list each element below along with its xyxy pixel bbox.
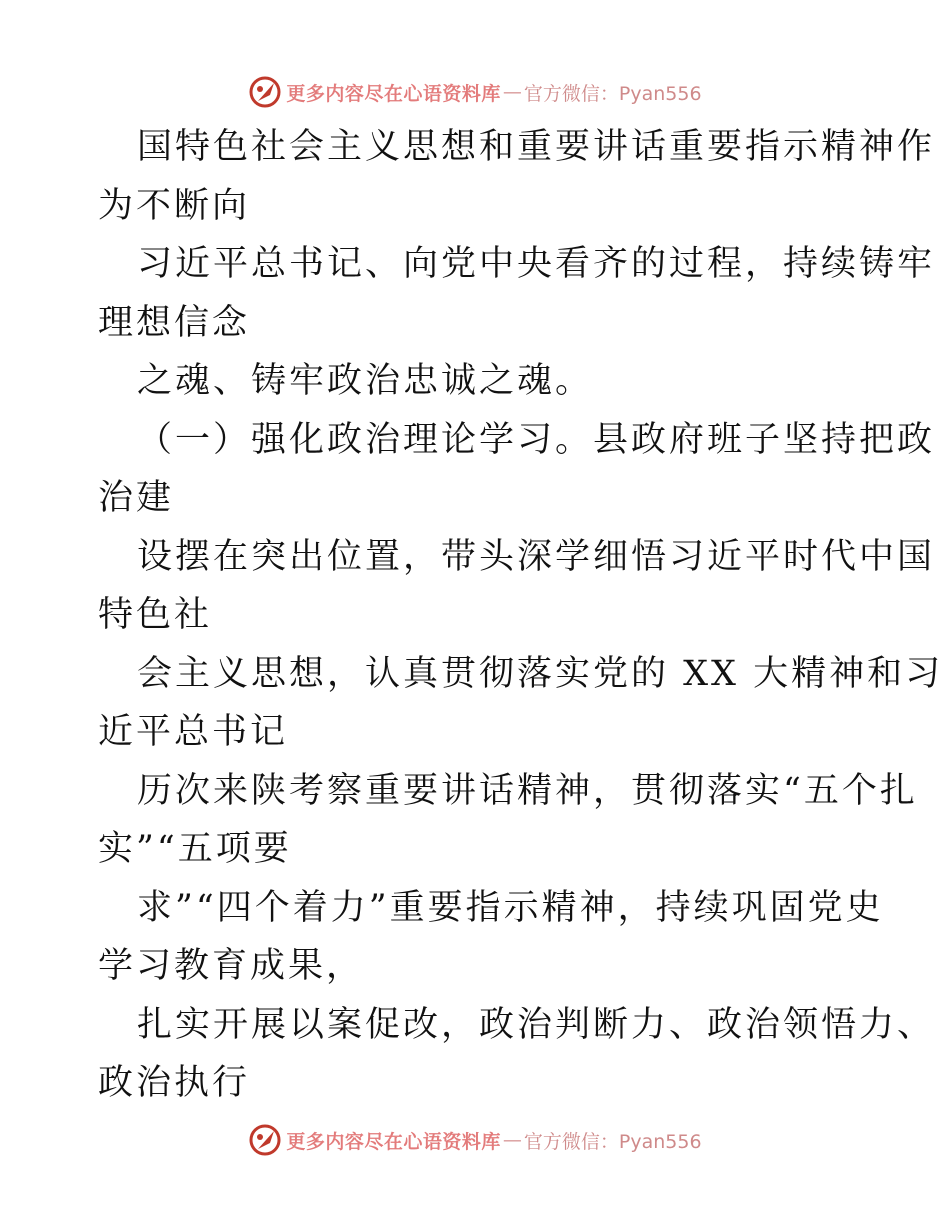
footer-watermark [0, 1120, 950, 1160]
header-watermark [0, 72, 950, 112]
quill-pen-circle-icon [248, 75, 282, 109]
text-line: 求”“四个着力”重要指示精神，持续巩固党史 [137, 887, 884, 928]
text-line: 实”“五项要 [98, 829, 292, 869]
text-line: 近平总书记 [98, 712, 289, 752]
watermark-separator: — [502, 1129, 522, 1151]
quill-pen-circle-icon [248, 1123, 282, 1157]
text-line: 之魂、铸牢政治忠诚之魂。 [137, 361, 594, 401]
watermark-site-text: 更多内容尽在心语资料库 [286, 1130, 501, 1153]
text-line: 特色社 [98, 595, 213, 635]
text-line: 政治执行 [98, 1063, 251, 1103]
text-line: 为不断向 [98, 185, 251, 226]
text-line: 治建 [98, 478, 175, 518]
watermark-wechat-text: 官方微信：Pyan556 [523, 82, 702, 105]
document-body [98, 118, 944, 1113]
text-line: 理想信念 [98, 302, 251, 343]
text-line: （一）强化政治理论学习。县政府班子坚持把政 [137, 419, 936, 460]
watermark-wechat-text: 官方微信：Pyan556 [523, 1130, 702, 1153]
text-line: 扎实开展以案促改，政治判断力、政治领悟力、 [137, 1004, 936, 1045]
text-line: 历次来陕考察重要讲话精神，贯彻落实“五个扎 [137, 770, 918, 811]
text-line: 习近平总书记、向党中央看齐的过程，持续铸牢 [137, 244, 936, 284]
text-line: 学习教育成果， [98, 946, 365, 986]
text-line: 国特色社会主义思想和重要讲话重要指示精神作 [137, 127, 936, 167]
text-line: 会主义思想，认真贯彻落实党的 XX 大精神和习 [137, 653, 944, 694]
watermark-site-text: 更多内容尽在心语资料库 [286, 82, 501, 105]
watermark-separator: — [502, 81, 522, 103]
text-line: 设摆在突出位置，带头深学细悟习近平时代中国 [137, 536, 936, 577]
